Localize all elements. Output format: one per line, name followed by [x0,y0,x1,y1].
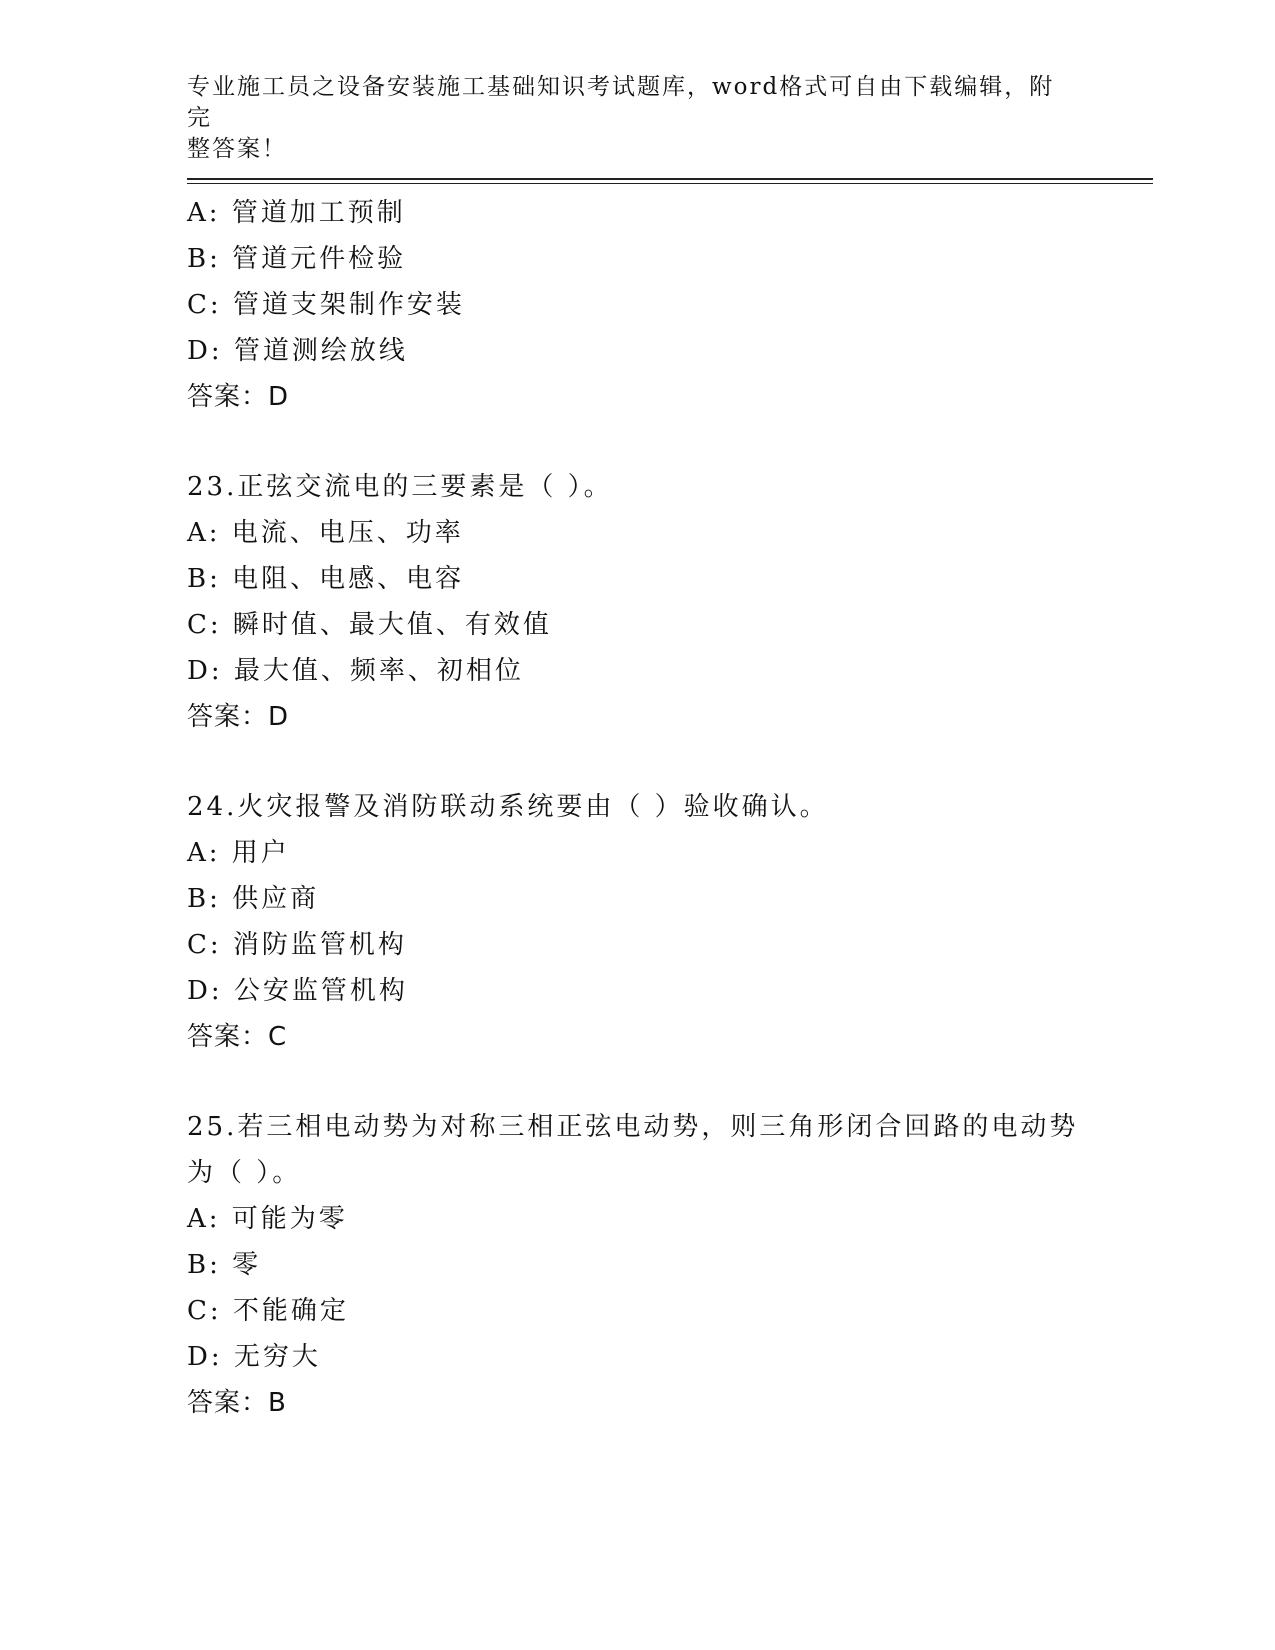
header-line-1: 专业施工员之设备安装施工基础知识考试题库，word格式可自由下载编辑，附完 [187,74,1055,131]
option-d: D: 最大值、频率、初相位 [187,656,524,686]
option-c: C: 不能确定 [187,1296,349,1326]
option-a: A: 电流、电压、功率 [187,518,464,548]
question-title: 23.正弦交流电的三要素是（ ）。 [187,472,613,502]
option-a: A: 管道加工预制 [187,198,406,228]
question-22-continued [187,190,1087,420]
question-list [187,190,1087,1470]
option-d: D: 无穷大 [187,1342,321,1372]
option-b: B: 电阻、电感、电容 [187,564,465,594]
option-b: B: 零 [187,1250,262,1280]
answer: 答案：D [187,702,290,732]
question-23 [187,464,1087,740]
document-header [187,72,1067,165]
answer: 答案：C [187,1022,288,1052]
header-divider-thin [187,183,1153,184]
option-b: B: 供应商 [187,884,320,914]
option-a: A: 用户 [187,838,290,868]
question-title-line-2: 为（ ）。 [187,1158,302,1188]
answer: 答案：B [187,1388,287,1418]
option-b: B: 管道元件检验 [187,244,407,274]
header-line-2: 整答案！ [187,136,287,162]
question-title: 24.火灾报警及消防联动系统要由（ ）验收确认。 [187,792,829,822]
option-d: D: 管道测绘放线 [187,336,408,366]
option-d: D: 公安监管机构 [187,976,408,1006]
question-24 [187,784,1087,1060]
option-c: C: 管道支架制作安装 [187,290,465,320]
option-c: C: 瞬时值、最大值、有效值 [187,610,552,640]
option-a: A: 可能为零 [187,1204,348,1234]
header-divider [187,178,1153,180]
option-c: C: 消防监管机构 [187,930,407,960]
question-title-line-1: 25.若三相电动势为对称三相正弦电动势，则三角形闭合回路的电动势 [187,1112,1079,1142]
question-25 [187,1104,1087,1426]
answer: 答案：D [187,382,290,412]
